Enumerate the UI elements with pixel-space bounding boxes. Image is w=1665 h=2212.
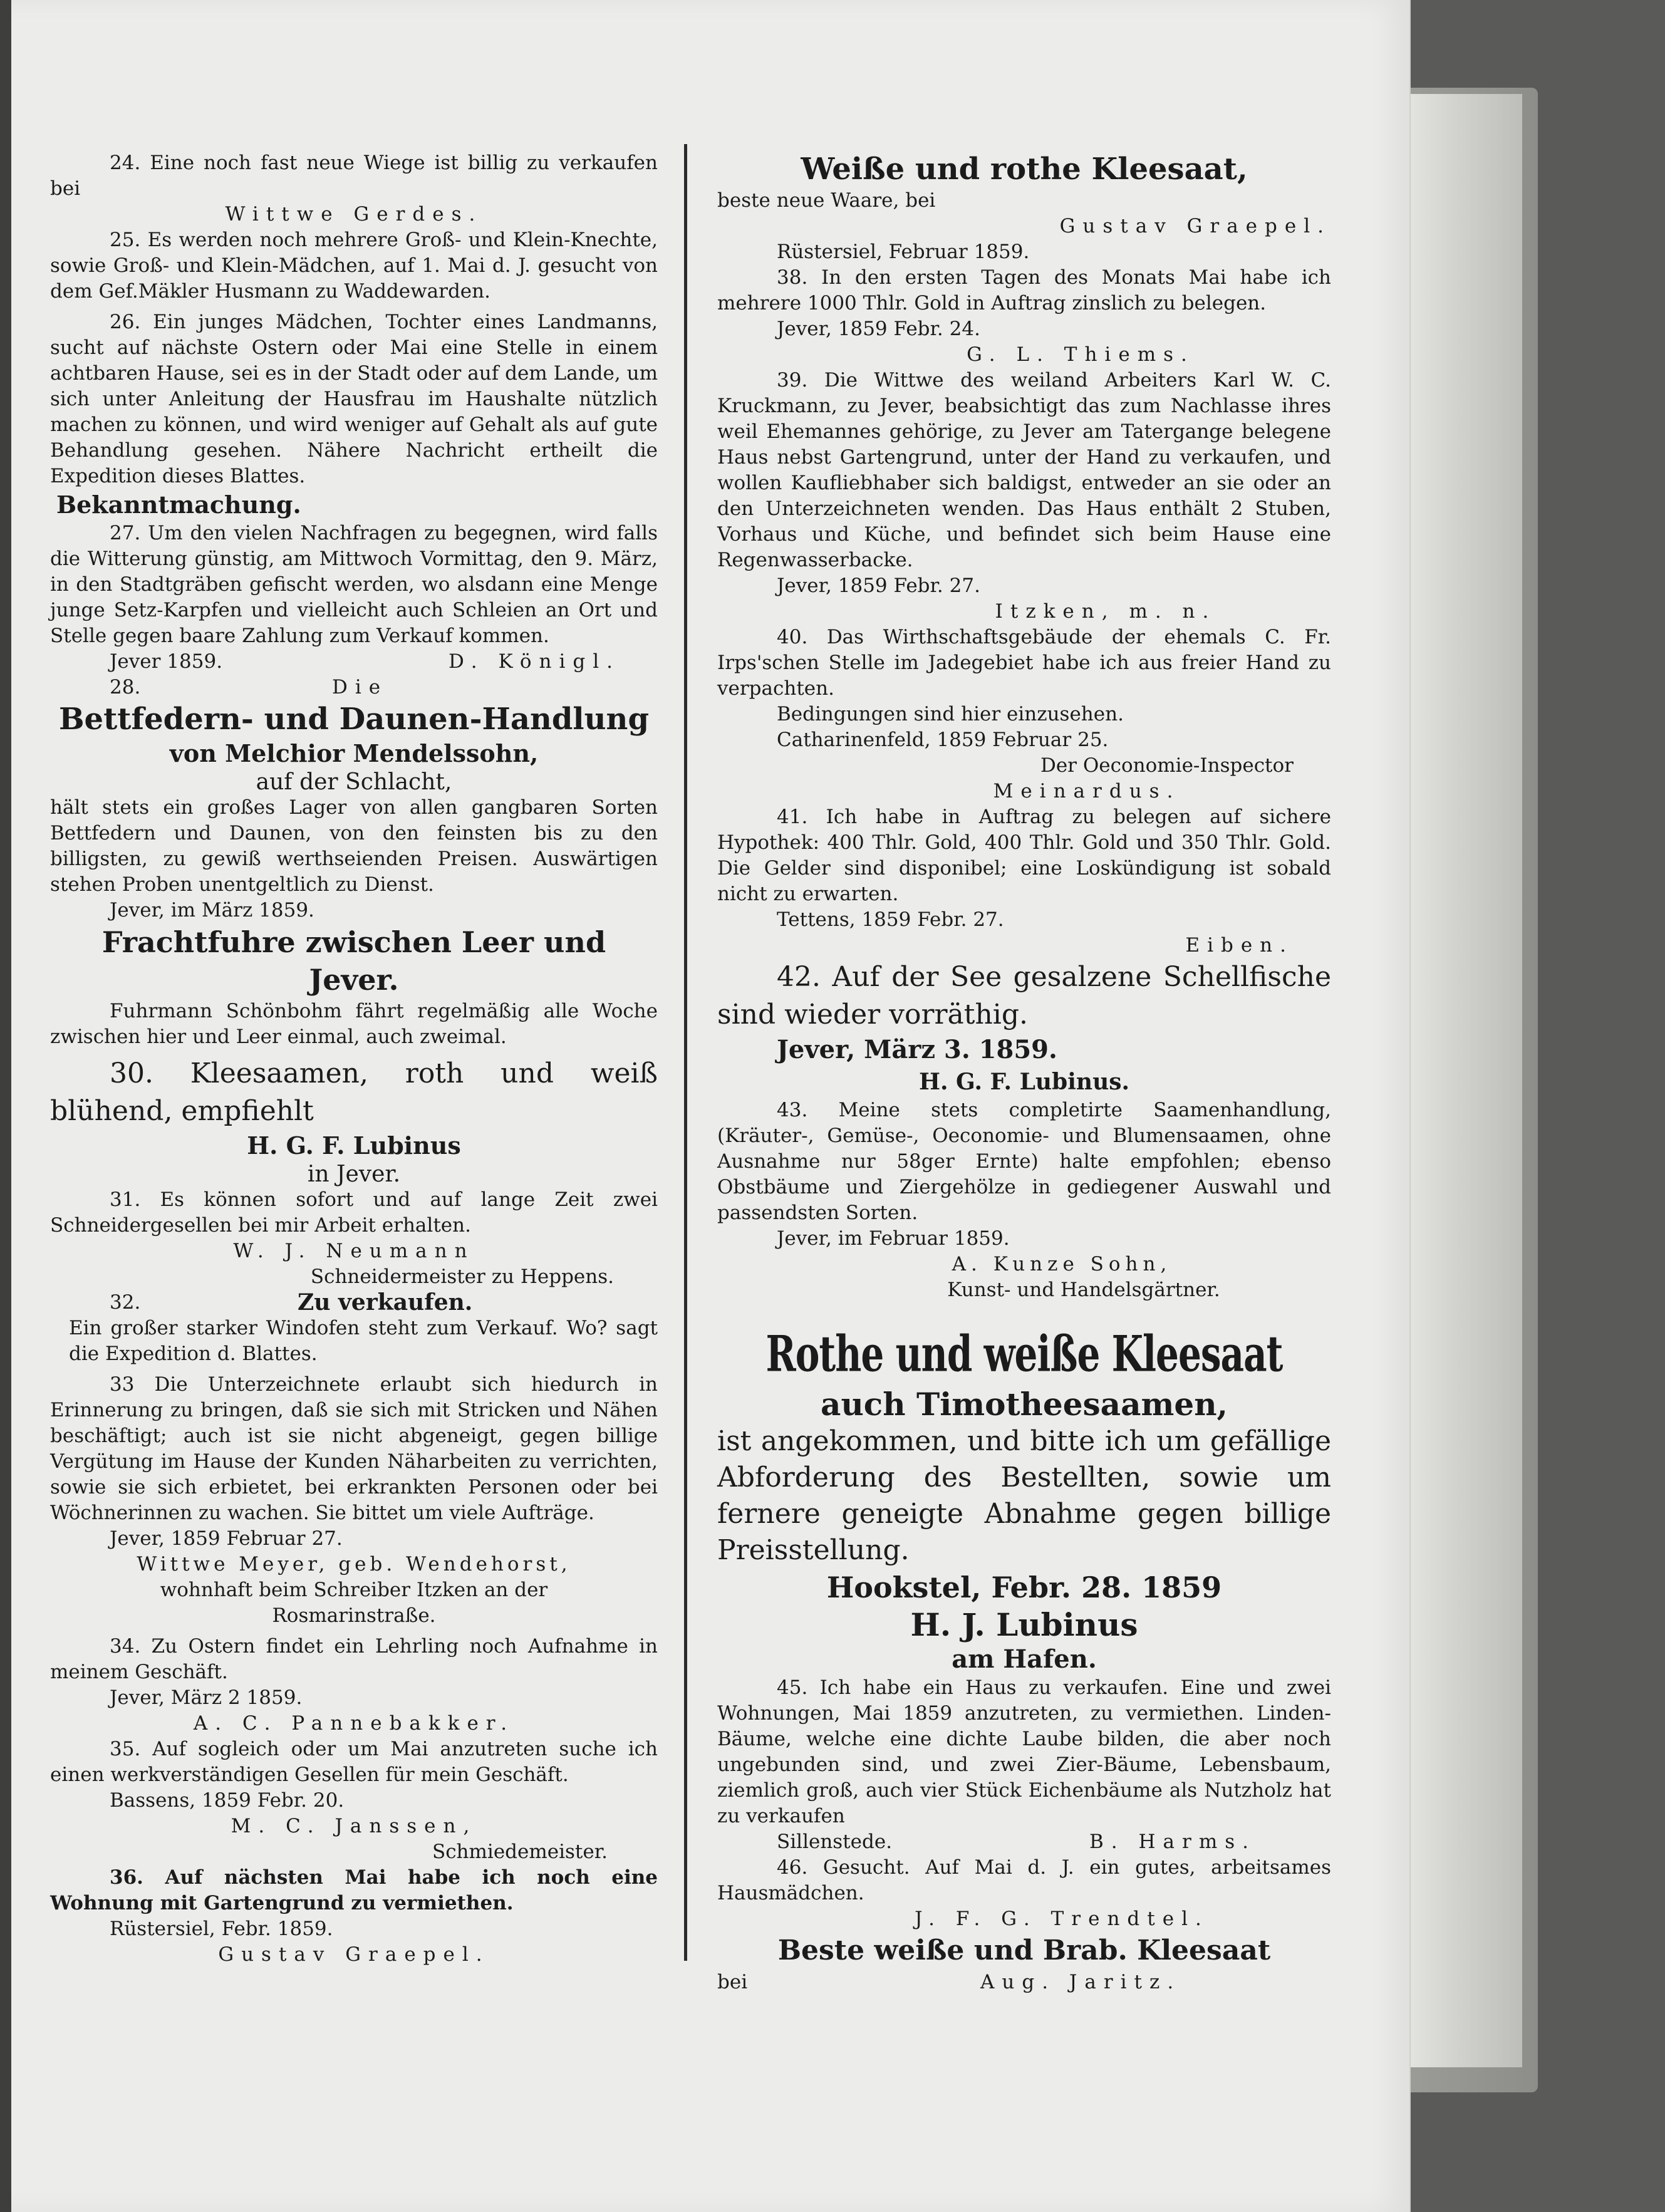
ad-44-date: Hookstel, Febr. 28. 1859 xyxy=(826,1571,1222,1604)
ad-28-date: Jever, im März 1859. xyxy=(110,899,314,922)
ad-45-date: Sillenstede. xyxy=(777,1830,893,1853)
ad-43-signature-2: Kunst- und Handelsgärtner. xyxy=(947,1279,1220,1301)
kleesaat-date: Rüstersiel, Februar 1859. xyxy=(777,241,1030,263)
ad-41-signature: Eiben. xyxy=(1185,934,1294,957)
ad-42-date: Jever, März 3. 1859. xyxy=(777,1035,1057,1064)
ad-43-date: Jever, im Februar 1859. xyxy=(777,1227,1010,1250)
ad-31-signature: W. J. Neumann xyxy=(233,1240,475,1262)
left-column xyxy=(50,150,658,1968)
ad-28-location: auf der Schlacht, xyxy=(256,769,452,795)
ad-30-signature: H. G. F. Lubinus xyxy=(247,1131,461,1160)
ad-33-signature: Wittwe Meyer, geb. Wendehorst, xyxy=(137,1553,571,1576)
ad-34-signature: A. C. Pannebakker. xyxy=(193,1712,515,1735)
ad-38-signature: G. L. Thiems. xyxy=(967,343,1195,366)
ad-28-number: 28. xyxy=(110,676,141,698)
ad-40-signature-2: Meinardus. xyxy=(993,780,1181,802)
page-edges xyxy=(1409,94,1522,2067)
ad-42-signature: H. G. F. Lubinus. xyxy=(918,1069,1130,1095)
gutter-shadow xyxy=(0,0,11,2212)
beste-signature: Aug. Jaritz. xyxy=(980,1971,1181,1993)
ad-34: 34. Zu Ostern findet ein Lehrling noch Aufnahme in meinem Geschäft. xyxy=(50,1635,658,1683)
ad-36: 36. Auf nächsten Mai habe ich noch eine Wohnung mit Gartengrund zu vermiethen. xyxy=(50,1866,658,1914)
ad-32-header xyxy=(50,1290,658,1316)
ad-45-footer xyxy=(717,1829,1331,1855)
beste-bei: bei xyxy=(717,1971,748,1993)
fracht-title-2: Jever. xyxy=(309,963,399,997)
ad-40-signature: Der Oeconomie-Inspector xyxy=(1040,754,1294,777)
ad-32-title: Zu verkaufen. xyxy=(298,1289,473,1316)
ad-45-signature: B. Harms. xyxy=(1089,1830,1256,1853)
ad-31-signature-2: Schneidermeister zu Heppens. xyxy=(310,1265,614,1288)
ad-27: 27. Um den vielen Nachfragen zu begegnen, wird falls die Witterung günstig, am Mittwoch Vormittag, den 9. März, in den Stadtgräben gefischt werden, wo alsdann eine Menge junge Setz-Karpfen und vielleicht auch Schleien an Ort und Stelle gegen baare Zahlung zum Verkauf kommen. xyxy=(50,522,658,647)
ad-28-header xyxy=(50,675,658,700)
ad-44-signature: H. J. Lubinus xyxy=(910,1606,1138,1643)
kleesaat-signature: Gustav Graepel. xyxy=(1059,215,1331,237)
ad-32-number: 32. xyxy=(110,1291,141,1314)
ad-27-date: Jever 1859. xyxy=(110,650,223,673)
ad-43-signature: A. Kunze Sohn, xyxy=(952,1253,1172,1275)
kleesaat-title: Weiße und rothe Kleesaat, xyxy=(801,152,1248,187)
ad-33-signature-2: wohnhaft beim Schreiber Itzken an der Rosmarinstraße. xyxy=(160,1579,548,1627)
ad-30: 30. Kleesaamen, roth und weiß blühend, empfiehlt xyxy=(50,1057,658,1127)
ad-40: 40. Das Wirthschaftsgebäude der ehemals C. Fr. Irps'schen Stelle im Jadegebiet habe ich aus freier Hand zu verpachten. xyxy=(717,626,1331,700)
ad-46-signature: J. F. G. Trendtel. xyxy=(915,1908,1209,1930)
beste-footer xyxy=(717,1970,1331,1995)
ad-40-conditions: Bedingungen sind hier einzusehen. xyxy=(777,703,1124,725)
ad-40-date: Catharinenfeld, 1859 Februar 25. xyxy=(777,729,1109,751)
ad-33-date: Jever, 1859 Februar 27. xyxy=(110,1527,343,1550)
ad-44-body: ist angekommen, und bitte ich um gefällige Abforderung des Bestellten, sowie um fernere geneigte Abnahme gegen billige Preisstellung. xyxy=(717,1425,1331,1566)
ad-38: 38. In den ersten Tagen des Monats Mai habe ich mehrere 1000 Thlr. Gold in Auftrag zinslich zu belegen. xyxy=(717,266,1331,314)
ad-35-date: Bassens, 1859 Febr. 20. xyxy=(110,1789,345,1812)
ad-28-title: Bettfedern- und Daunen-Handlung xyxy=(58,702,650,737)
bekanntmachung-heading: Bekanntmachung. xyxy=(56,491,301,519)
beste-title: Beste weiße und Brab. Kleesaat xyxy=(777,1934,1271,1966)
ad-28-die: Die xyxy=(332,676,388,698)
ad-35: 35. Auf sogleich oder um Mai anzutreten suche ich einen werkverständigen Gesellen für mein Geschäft. xyxy=(50,1738,658,1786)
ad-46: 46. Gesucht. Auf Mai d. J. ein gutes, arbeitsames Hausmädchen. xyxy=(717,1856,1331,1904)
ad-32-body: Ein großer starker Windofen steht zum Verkauf. Wo? sagt die Expedition d. Blattes. xyxy=(69,1317,658,1365)
ad-31: 31. Es können sofort und auf lange Zeit zwei Schneidergesellen bei mir Arbeit erhalten. xyxy=(50,1188,658,1237)
ad-27-footer xyxy=(50,649,658,675)
ad-35-signature: M. C. Janssen, xyxy=(231,1815,477,1837)
ad-44-location: am Hafen. xyxy=(952,1644,1097,1674)
ad-24: 24. Eine noch fast neue Wiege ist billig zu verkaufen bei xyxy=(50,152,658,200)
fracht-title: Frachtfuhre zwischen Leer und xyxy=(101,925,606,959)
ad-39: 39. Die Wittwe des weiland Arbeiters Karl W. C. Kruckmann, zu Jever, beabsichtigt das zum Nachlasse ihres weil Ehemannes gehörige, zu Jever am Tatergange belegene Haus nebst Gartengrund, unter der Hand zu verkaufen, und wollen Kaufliebhaber sich baldigst, entweder an sie oder an den Unterzeichneten wenden. Das Haus enthält 2 Stuben, Vorhaus und Küche, und befindet sich beim Hause eine Regenwasserbacke. xyxy=(717,369,1331,571)
ad-39-date: Jever, 1859 Febr. 27. xyxy=(777,574,980,597)
ad-33: 33 Die Unterzeichnete erlaubt sich hiedurch in Erinnerung zu bringen, daß sie sich mit Stricken und Nähen beschäftigt; auch ist sie nicht abgeneigt, gegen billige Vergütung im Hause der Kunden Näharbeiten zu verrichten, sowie sie sich erbietet, bei erkrankten Personen oder bei Wöchnerinnen zu wachen. Sie bittet um viele Aufträge. xyxy=(50,1373,658,1524)
ad-30-location: in Jever. xyxy=(307,1161,401,1187)
ad-43: 43. Meine stets completirte Saamenhandlung, (Kräuter-, Gemüse-, Oeconomie- und Blumensaamen, ohne Ausnahme nur 58ger Ernte) halte empfohlen; ebenso Obstbäume und Ziergehölze in gediegener Auswahl und passendsten Sorten. xyxy=(717,1099,1331,1224)
ad-42: 42. Auf der See gesalzene Schellfische sind wieder vorräthig. xyxy=(717,961,1331,1031)
ad-35-signature-2: Schmiedemeister. xyxy=(432,1841,608,1863)
ad-27-signature: D. Königl. xyxy=(449,650,620,673)
ad-44-subtitle: auch Timotheesaamen, xyxy=(821,1386,1228,1423)
right-column xyxy=(717,150,1331,1995)
ad-24-signature: Wittwe Gerdes. xyxy=(225,203,483,226)
ad-41: 41. Ich habe in Auftrag zu belegen auf sichere Hypothek: 400 Thlr. Gold, 400 Thlr. Gold und 350 Thlr. Gold. Die Gelder sind disponibel; eine Loskündigung ist sobald nicht zu erwarten. xyxy=(717,806,1331,905)
column-rule xyxy=(684,144,687,1961)
ad-36-signature: Gustav Graepel. xyxy=(218,1943,490,1966)
ad-38-date: Jever, 1859 Febr. 24. xyxy=(777,318,980,340)
ad-45: 45. Ich habe ein Haus zu verkaufen. Eine und zwei Wohnungen, Mai 1859 anzutreten, zu vermiethen. Linden-Bäume, welche eine dichte Laube bilden, die aber noch ungebunden sind, und zwei Zier-Bäume, Lebensbaum, ziemlich groß, auch vier Stück Eichenbäume als Nutzholz hat zu verkaufen xyxy=(717,1676,1331,1827)
kleesaat-body: beste neue Waare, bei xyxy=(717,189,936,212)
ad-36-date: Rüstersiel, Febr. 1859. xyxy=(110,1918,333,1940)
ad-39-signature: Itzken, m. n. xyxy=(995,600,1216,623)
ad-26: 26. Ein junges Mädchen, Tochter eines Landmanns, sucht auf nächste Ostern oder Mai eine Stelle in einem achtbaren Hause, sei es in der Stadt oder auf dem Lande, um sich unter Anleitung der Hausfrau im Haushalte nützlich machen zu können, und wird weniger auf Gehalt als auf gute Behandlung gesehen. Nähere Nachricht ertheilt die Expedition dieses Blattes. xyxy=(50,311,658,487)
ad-34-date: Jever, März 2 1859. xyxy=(110,1686,303,1709)
ad-41-date: Tettens, 1859 Febr. 27. xyxy=(777,908,1004,931)
ad-25: 25. Es werden noch mehrere Groß- und Klein-Knechte, sowie Groß- und Klein-Mädchen, auf 1. Mai d. J. gesucht von dem Gef.Mäkler Husmann zu Waddewarden. xyxy=(50,229,658,303)
ad-28-subtitle: von Melchior Mendelssohn, xyxy=(169,739,539,767)
fracht-body: Fuhrmann Schönbohm fährt regelmäßig alle Woche zwischen hier und Leer einmal, auch zweimal. xyxy=(50,1000,658,1048)
ad-28-body: hält stets ein großes Lager von allen gangbaren Sorten Bettfedern und Daunen, von den feinsten bis zu den billigsten, zu gewiß werthseienden Preisen. Auswärtigen stehen Proben unentgeltlich zu Dienst. xyxy=(50,796,658,896)
ad-44-title: Rothe und weiße Kleesaat xyxy=(765,1325,1283,1383)
